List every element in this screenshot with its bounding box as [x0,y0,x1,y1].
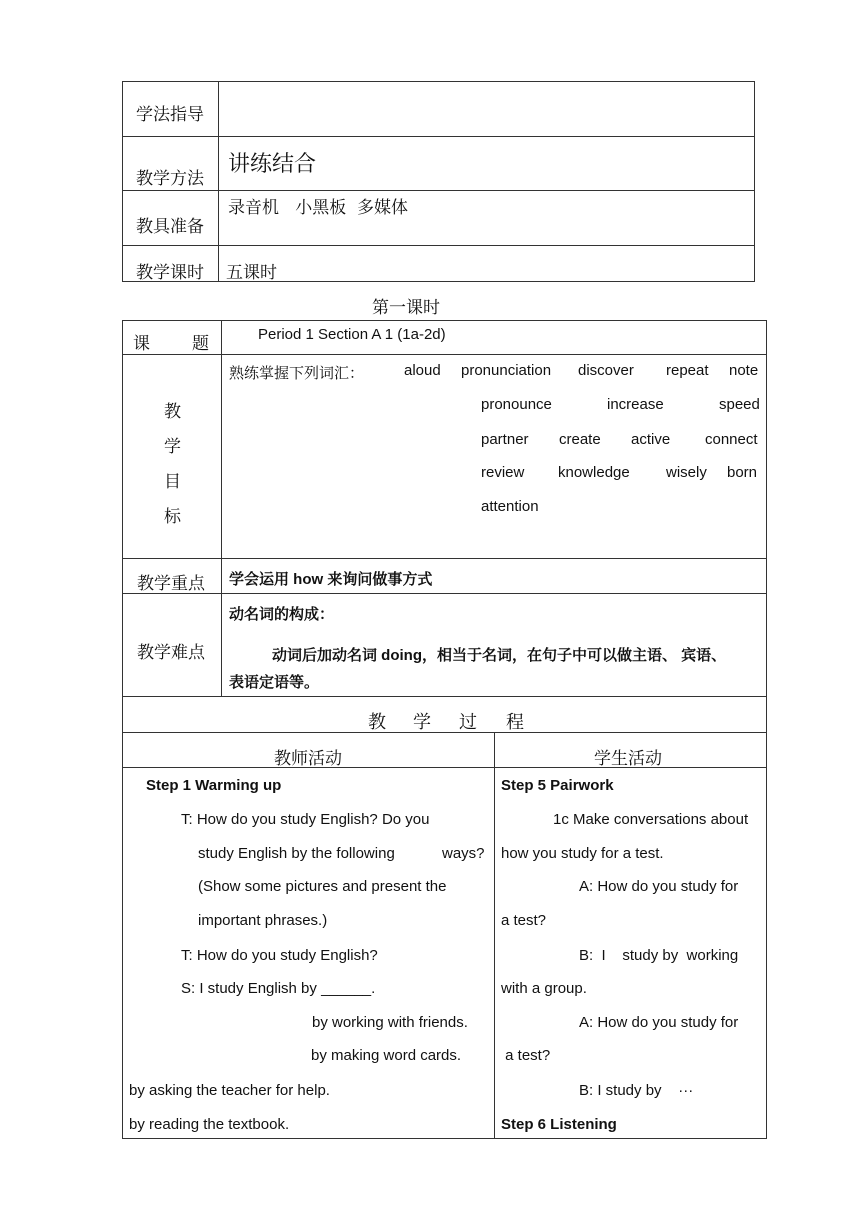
difficulty-label: 教学难点 [137,643,205,663]
teacher-line: by asking the teacher for help. [129,1082,330,1099]
teacher-line: study English by the following [198,845,395,862]
topic-label-1: 课 [133,334,150,354]
teacher-line: by reading the textbook. [129,1116,290,1133]
student-line: a test? [501,1047,551,1064]
goals-label-char-2: 学 [164,437,181,457]
key-points-label: 教学重点 [137,574,205,594]
row-label-teaching-aids: 教具准备 [136,217,204,237]
teacher-line: important phrases.) [198,912,328,929]
vocab-word: knowledge [558,464,630,481]
difficulty-line-1: 动名词的构成： [229,606,335,623]
goals-label-char-1: 教 [164,402,181,422]
teacher-line: S: I study English by ______. [181,980,376,997]
vocab-word: connect [705,431,758,448]
vocab-word: create [559,431,601,448]
row-label-class-hours: 教学课时 [136,263,204,283]
vocab-word: born [727,464,758,481]
key-points-value: 学会运用 how 来询问做事方式 [229,571,433,588]
student-line: a test? [501,912,547,929]
vocab-word: attention [481,498,539,515]
student-line: A: How do you study for [579,878,739,895]
row-value-class-hours: 五课时 [226,263,277,283]
teacher-line: ways? [442,845,485,862]
difficulty-line-3: 表语定语等。 [229,674,320,691]
vocab-intro: 熟练掌握下列词汇： [229,365,365,382]
teacher-line: (Show some pictures and present the [198,878,447,895]
section-heading: 第一课时 [372,298,440,318]
vocab-word: active [631,431,671,448]
process-heading-char: 程 [506,712,524,733]
teacher-activity-heading: 教师活动 [274,749,342,769]
row-value-teaching-aids: 录音机 小黑板 多媒体 [228,198,409,218]
process-heading-char: 教 [368,712,386,733]
vocab-word: speed [719,396,760,413]
row-label-teaching-method: 教学方法 [136,169,204,189]
vocab-word: pronunciation [461,362,552,379]
row-value-teaching-method: 讲练结合 [228,152,317,177]
teacher-line: by working with friends. [312,1014,468,1031]
teacher-line: by making word cards. [311,1047,462,1064]
student-activity-heading: 学生活动 [594,749,662,769]
student-line: B: I study by working [579,947,739,964]
vocab-word: aloud [404,362,441,379]
vocab-word: note [729,362,759,379]
student-step-heading: Step 6 Listening [501,1116,617,1133]
topic-label-2: 题 [192,334,209,354]
vocab-word: partner [481,431,529,448]
student-line: how you study for a test. [501,845,664,862]
vocab-word: increase [607,396,664,413]
vocab-word: wisely [666,464,707,481]
process-heading-char: 学 [413,712,431,733]
process-heading-char: 过 [459,712,477,733]
student-line: with a group. [501,980,587,997]
vocab-word: repeat [666,362,709,379]
vocab-word: pronounce [481,396,552,413]
vocab-word: review [481,464,525,481]
student-line: 1c Make conversations about [553,811,749,828]
goals-label-char-3: 目 [164,472,181,492]
goals-label-char-4: 标 [164,507,181,527]
student-line: B: I study by ··· [579,1082,694,1099]
difficulty-line-2: 动词后加动名词 doing，相当于名词，在句子中可以做主语、 宾语、 [272,647,727,664]
teacher-line: T: How do you study English? Do you [181,811,430,828]
student-line: A: How do you study for [579,1014,739,1031]
teacher-step-heading: Step 1 Warming up [146,777,282,794]
row-label-study-guide: 学法指导 [136,105,204,125]
topic-value: Period 1 Section A 1 (1a-2d) [258,326,446,343]
vocab-word: discover [578,362,634,379]
student-step-heading: Step 5 Pairwork [501,777,614,794]
teacher-line: T: How do you study English? [181,947,378,964]
